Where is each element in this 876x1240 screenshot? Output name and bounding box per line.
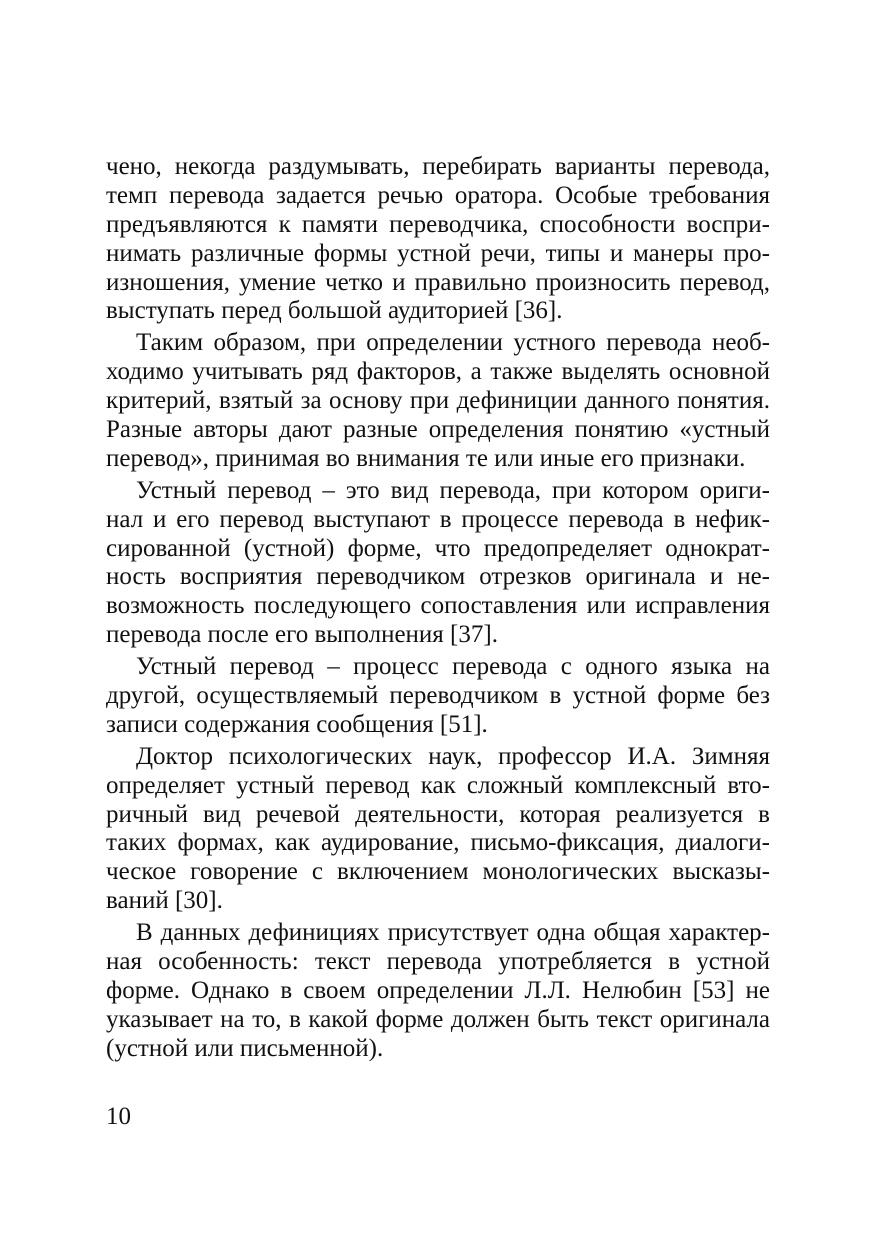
text-line: нал и его перевод выступают в процессе перевода в нефик- bbox=[106, 505, 770, 533]
paragraph-3 bbox=[106, 477, 770, 650]
text-line: чено, некогда раздумывать, перебирать варианты перевода, bbox=[106, 153, 770, 180]
paragraph-2 bbox=[106, 329, 770, 473]
text-line: возможность последующего сопоставления или исправления bbox=[106, 592, 770, 620]
paragraph-4 bbox=[106, 653, 770, 740]
text-line: темп перевода задается речью оратора. Особые требования bbox=[106, 181, 770, 209]
text-line: форме. Однако в своем определении Л.Л. Нелюбин [53] не bbox=[106, 976, 770, 1004]
text-line: Разные авторы дают разные определения понятию «устный bbox=[106, 416, 770, 444]
text-line: Устный перевод – процесс перевода с одного языка на bbox=[136, 653, 770, 681]
text-line: (устной или письменной). bbox=[106, 1034, 384, 1062]
text-line: Доктор психологических наук, профессор И.А. Зимняя bbox=[136, 742, 770, 770]
page-body bbox=[106, 153, 770, 1064]
text-line: ная особенность: текст перевода употребляется в устной bbox=[106, 948, 770, 976]
text-line: В данных дефинициях присутствует одна общая характер- bbox=[136, 919, 770, 947]
text-line: перевод», принимая во внимания те или иные его признаки. bbox=[106, 444, 746, 472]
text-line: выступать перед большой аудиторией [36]. bbox=[106, 297, 563, 325]
page-number: 10 bbox=[106, 1103, 131, 1130]
text-line: ричный вид речевой деятельности, которая реализуется в bbox=[106, 800, 770, 828]
paragraph-1 bbox=[106, 153, 770, 326]
text-line: нимать различные формы устной речи, типы и манеры про- bbox=[106, 239, 770, 267]
text-line: ность восприятия переводчиком отрезков оригинала и не- bbox=[106, 563, 770, 591]
text-line: сированной (устной) форме, что предопределяет однократ- bbox=[106, 534, 770, 562]
text-line: предъявляются к памяти переводчика, способности воспри- bbox=[106, 210, 770, 238]
text-line: изношения, умение четко и правильно произносить перевод, bbox=[106, 268, 770, 296]
text-line: Таким образом, при определении устного перевода необ- bbox=[136, 329, 770, 357]
text-line: записи содержания сообщения [51]. bbox=[106, 710, 488, 738]
text-line: перевода после его выполнения [37]. bbox=[106, 621, 498, 649]
text-line: указывает на то, в какой форме должен быть текст оригинала bbox=[106, 1005, 770, 1033]
text-line: определяет устный перевод как сложный комплексный вто- bbox=[106, 771, 770, 799]
text-line: ходимо учитывать ряд факторов, а также выделять основной bbox=[106, 358, 770, 386]
text-line: таких формах, как аудирование, письмо-фиксация, диалоги- bbox=[106, 829, 770, 857]
paragraph-6 bbox=[106, 919, 770, 1063]
text-line: ваний [30]. bbox=[106, 887, 223, 915]
text-line: другой, осуществляемый переводчиком в устной форме без bbox=[106, 682, 770, 710]
text-line: ческое говорение с включением монологических высказы- bbox=[106, 858, 770, 886]
paragraph-5 bbox=[106, 743, 770, 916]
text-line: критерий, взятый за основу при дефиниции данного понятия. bbox=[106, 387, 770, 415]
text-line: Устный перевод – это вид перевода, при котором ориги- bbox=[136, 476, 770, 504]
